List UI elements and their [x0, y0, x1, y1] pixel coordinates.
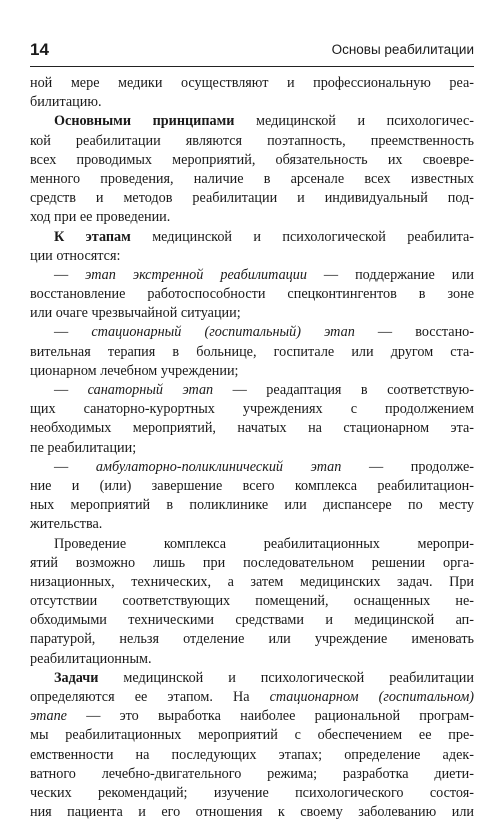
text-run: медицинской и психологичес- — [234, 113, 474, 130]
text-line — [30, 784, 474, 803]
text-line — [30, 323, 474, 342]
text-line — [30, 765, 474, 784]
text-line — [30, 803, 474, 822]
text-line — [30, 400, 474, 419]
text-line — [30, 477, 474, 496]
text-line — [30, 151, 474, 170]
text-run: — продолже- — [341, 458, 475, 475]
text-run: — — [54, 458, 96, 475]
header-rule — [30, 66, 474, 67]
italic-term: этап экстренной реабилитации — [85, 266, 307, 283]
text-run: паратурой, нельзя отделение или учреждение именовать — [30, 631, 474, 648]
text-line — [30, 343, 474, 362]
text-line — [30, 496, 474, 515]
text-run: ятий возможно лишь при последовательном решении орга- — [30, 554, 474, 571]
text-run: ных мероприятий в поликлинике или диспансере по месту — [30, 497, 474, 514]
text-run: определяются ее этапом. На — [30, 689, 270, 705]
text-run: ной мере медики осуществляют и профессиональную реа- — [30, 75, 474, 91]
text-line — [30, 515, 474, 534]
text-line — [30, 746, 474, 765]
text-run: обходимыми техническими средствами и медицинской ап- — [30, 612, 474, 629]
text-line — [30, 458, 474, 477]
paragraph — [30, 669, 474, 822]
text-run: отсутствии соответствующих помещений, оснащенных не- — [30, 593, 474, 610]
text-line — [30, 285, 474, 304]
text-run: Проведение комплекса реабилитационных меропри- — [54, 535, 474, 552]
text-line — [30, 132, 474, 151]
text-run: ческих рекомендаций; изучение психологического состоя- — [30, 784, 474, 801]
text-line — [30, 439, 474, 458]
text-line — [30, 208, 474, 227]
text-line — [30, 247, 474, 266]
paragraph — [30, 112, 474, 227]
text-run: ции относятся: — [30, 247, 121, 264]
text-line — [30, 419, 474, 438]
text-line — [30, 611, 474, 630]
text-run: билитацию. — [30, 94, 102, 111]
text-run: ход при ее проведении. — [30, 209, 171, 226]
text-run: жительства. — [30, 516, 103, 533]
text-run: менного проведения, наличие в арсенале всех известных — [30, 170, 474, 187]
paragraph — [30, 535, 474, 669]
running-title: Основы реабилитации — [331, 42, 474, 57]
text-run: или очаге чрезвычайной ситуации; — [30, 305, 241, 322]
text-line — [30, 650, 474, 669]
text-run: ние и (или) завершение всего комплекса реабилитацион- — [30, 477, 474, 494]
text-line — [30, 726, 474, 745]
bold-term: К этапам — [54, 228, 131, 245]
text-run: реабилитационным. — [30, 650, 152, 667]
text-run: — реадаптация в соответствую- — [213, 382, 475, 398]
italic-term: амбулаторно-поликлинический этап — [95, 458, 342, 475]
text-run: — — [54, 266, 86, 283]
text-run: — это выработка наиболее рациональной програм- — [66, 708, 474, 725]
text-run: ватного лечебно-двигательного режима; разработка диети- — [30, 765, 474, 782]
text-run: ционарном лечебном учреждении; — [30, 362, 239, 379]
italic-term: этапе — [30, 708, 67, 725]
text-run: медицинской и психологической реабилита- — [130, 228, 474, 245]
text-run: — поддержание или — [306, 266, 475, 283]
text-run: низационных, технических, а затем медицинских задач. При — [30, 573, 474, 590]
italic-term: стационарном (госпитальном) — [269, 689, 474, 705]
paragraph — [30, 323, 474, 381]
text-run: вительная терапия в больнице, госпитале или другом ста- — [30, 343, 474, 360]
text-run: мы реабилитационных мероприятий с обеспечением ее пре- — [30, 727, 474, 744]
body-text — [30, 74, 474, 822]
text-line — [30, 688, 474, 707]
text-run: необходимых мероприятий, начатых на стационарном эта- — [30, 420, 474, 437]
paragraph — [30, 228, 474, 266]
paragraph — [30, 266, 474, 324]
text-line — [30, 592, 474, 611]
text-line — [30, 304, 474, 323]
text-line — [30, 74, 474, 93]
text-run: медицинской и психологической реабилитации — [98, 669, 474, 686]
text-line — [30, 362, 474, 381]
text-run: — восстано- — [354, 324, 474, 341]
text-line — [30, 554, 474, 573]
text-run: восстановление работоспособности спецконтингентов в зоне — [30, 286, 474, 303]
paragraph — [30, 381, 474, 458]
text-line — [30, 381, 474, 400]
text-line — [30, 189, 474, 208]
bold-term: Основными принципами — [54, 113, 235, 130]
text-line — [30, 535, 474, 554]
text-run: пе реабилитации; — [30, 439, 137, 456]
paragraph — [30, 74, 474, 112]
italic-term: санаторный этап — [87, 382, 214, 398]
page-header — [30, 40, 474, 62]
text-run: всех проводимых мероприятий, обязательность их своевре- — [30, 151, 474, 168]
text-line — [30, 266, 474, 285]
text-line — [30, 707, 474, 726]
bold-term: Задачи — [54, 669, 99, 686]
text-line — [30, 573, 474, 592]
paragraph — [30, 458, 474, 535]
text-line — [30, 228, 474, 247]
italic-term: стационарный (госпитальный) этап — [91, 324, 355, 341]
text-line — [30, 93, 474, 112]
text-line — [30, 669, 474, 688]
text-run: щих санаторно-курортных учреждениях с продолжением — [30, 401, 474, 418]
text-run: кой реабилитации являются поэтапность, преемственность — [30, 132, 474, 149]
text-line — [30, 170, 474, 189]
page-number: 14 — [30, 40, 49, 59]
text-run: — — [54, 382, 88, 398]
text-run: — — [54, 324, 92, 341]
text-line — [30, 630, 474, 649]
text-run: средств и методов реабилитации и индивидуальный под- — [30, 190, 474, 207]
text-run: ния пациента и его отношения к своему заболеванию или — [30, 804, 474, 821]
text-line — [30, 112, 474, 131]
text-run: емственности на последующих этапах; определение адек- — [30, 746, 474, 763]
